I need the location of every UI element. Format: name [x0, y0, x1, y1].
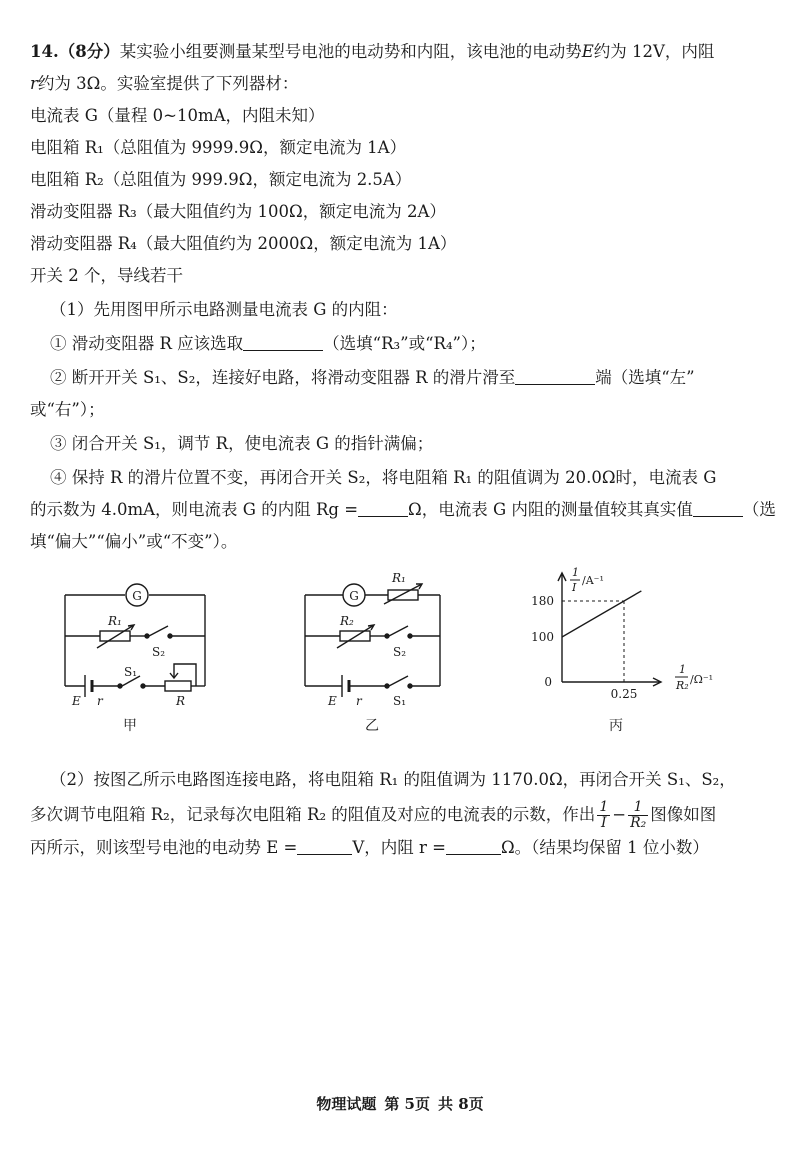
answer-blank-4[interactable] [693, 500, 743, 517]
r1-label: R₁ [392, 571, 406, 585]
e-label: E [72, 694, 81, 708]
variable-arrow-icon [384, 584, 422, 604]
r-label: r [356, 694, 362, 708]
fraction-1-over-r2: $\frac{1}{\text{R₂}}$ [630, 799, 647, 831]
variable-arrow-icon [97, 625, 134, 648]
answer-blank-2[interactable] [515, 368, 595, 385]
step-3: ③ 闭合开关 S₁，调节 R，使电流表 G 的指针满偏； [50, 434, 434, 453]
question-line-1: 14.（8分）某实验小组要测量某型号电池的电动势和内阻，该电池的电动势E约为 12V，内阻 [30, 42, 715, 61]
question-number: 14. [30, 42, 59, 61]
s2-label: S₂ [393, 645, 407, 659]
data-line [562, 591, 641, 637]
part2-line-2: 多次调节电阻箱 R₂，记录每次电阻箱 R₂ 的阻值及对应的电流表的示数，作出 $\frac{1}{I}$ − $\frac{1}{\text{R₂}}$ 图像如图 [30, 799, 717, 831]
switch-icon [389, 626, 408, 636]
part1-intro: （1）先用图甲所示电路测量电流表 G 的内阻： [50, 300, 398, 319]
s1-label: S₁ [393, 694, 407, 708]
variable-arrow-icon [337, 625, 374, 648]
r1-label: R₁ [108, 614, 122, 628]
figures-area [0, 560, 800, 750]
rheostat-label: R [176, 694, 186, 708]
step-4-cont: 的示数为 4.0mA，则电流表 G 的内阻 Rg = Ω，电流表 G 内阻的测量值较其真实值 （选 [30, 500, 776, 519]
equipment-item: 电阻箱 R₂（总阻值为 999.9Ω，额定电流为 2.5A） [30, 170, 412, 189]
part2-line-1: （2）按图乙所示电路图连接电路，将电阻箱 R₁ 的阻值调为 1170.0Ω，再闭合开关 S₁、S₂， [50, 770, 736, 789]
y-tick-label: 100 [531, 630, 554, 644]
e-label: E [328, 694, 337, 708]
r-label: r [97, 694, 103, 708]
galvanometer-label: G [132, 589, 142, 603]
switch-icon [149, 626, 168, 636]
galvanometer-label: G [349, 589, 359, 603]
y-label-unit: /A⁻¹ [582, 574, 604, 587]
answer-blank-5[interactable] [297, 838, 352, 855]
answer-blank-1[interactable] [243, 334, 323, 351]
equipment-item: 电流表 G（量程 0~10mA，内阻未知） [30, 106, 325, 125]
footer-page: 第 5页 [384, 1095, 430, 1113]
y-tick-label: 180 [531, 594, 554, 608]
step-2: ② 断开开关 S₁、S₂，连接好电路，将滑动变阻器 R 的滑片滑至 端（选填“左” [50, 368, 695, 387]
y-label-num: 1 [572, 566, 579, 579]
page-footer [0, 1093, 800, 1114]
fraction-1-over-i: $\frac{1}{I}$ [599, 799, 609, 831]
circuit-yi [305, 584, 440, 697]
y-label-den: I [572, 581, 577, 594]
equipment-item: 滑动变阻器 R₃（最大阻值约为 100Ω，额定电流为 2A） [30, 202, 446, 221]
question-line-2: r约为 3Ω。实验室提供了下列器材： [30, 74, 299, 93]
switch-icon [389, 676, 408, 686]
s1-label: S₁ [124, 665, 138, 679]
s2-label: S₂ [152, 645, 166, 659]
equipment-item: 开关 2 个，导线若干 [30, 266, 183, 285]
equipment-item: 电阻箱 R₁（总阻值为 9999.9Ω，额定电流为 1A） [30, 138, 407, 157]
step-4-end: 填“偏大”“偏小”或“不变”）。 [30, 532, 238, 551]
x-label-num: 1 [679, 663, 686, 676]
equipment-item: 滑动变阻器 R₄（最大阻值约为 2000Ω，额定电流为 1A） [30, 234, 457, 253]
step-2-cont: 或“右”）； [30, 400, 105, 419]
r2-label: R₂ [340, 614, 354, 628]
step-1: ① 滑动变阻器 R 应该选取 （选填“R₃”或“R₄”）； [50, 334, 486, 353]
rheostat-icon [165, 681, 191, 691]
question-score: （8分） [58, 42, 120, 61]
x-label-den: R₂ [676, 679, 689, 692]
answer-blank-3[interactable] [358, 500, 408, 517]
part2-line-3: 丙所示，则该型号电池的电动势 E = V，内阻 r = Ω。（结果均保留 1 位小数） [30, 838, 709, 857]
x-label-unit: /Ω⁻¹ [690, 673, 714, 686]
footer-total: 共 8页 [438, 1095, 484, 1113]
origin-label: 0 [544, 675, 552, 689]
caption-bing: 丙 [609, 718, 623, 734]
caption-jia: 甲 [123, 718, 137, 734]
resistor-box-icon [388, 590, 418, 600]
answer-blank-6[interactable] [446, 838, 501, 855]
step-4: ④ 保持 R 的滑片位置不变，再闭合开关 S₂，将电阻箱 R₁ 的阻值调为 20.0Ω时，电流表 G [50, 468, 717, 487]
x-tick-label: 0.25 [610, 687, 638, 701]
caption-yi: 乙 [365, 718, 379, 734]
footer-subject: 物理试题 [316, 1095, 377, 1113]
